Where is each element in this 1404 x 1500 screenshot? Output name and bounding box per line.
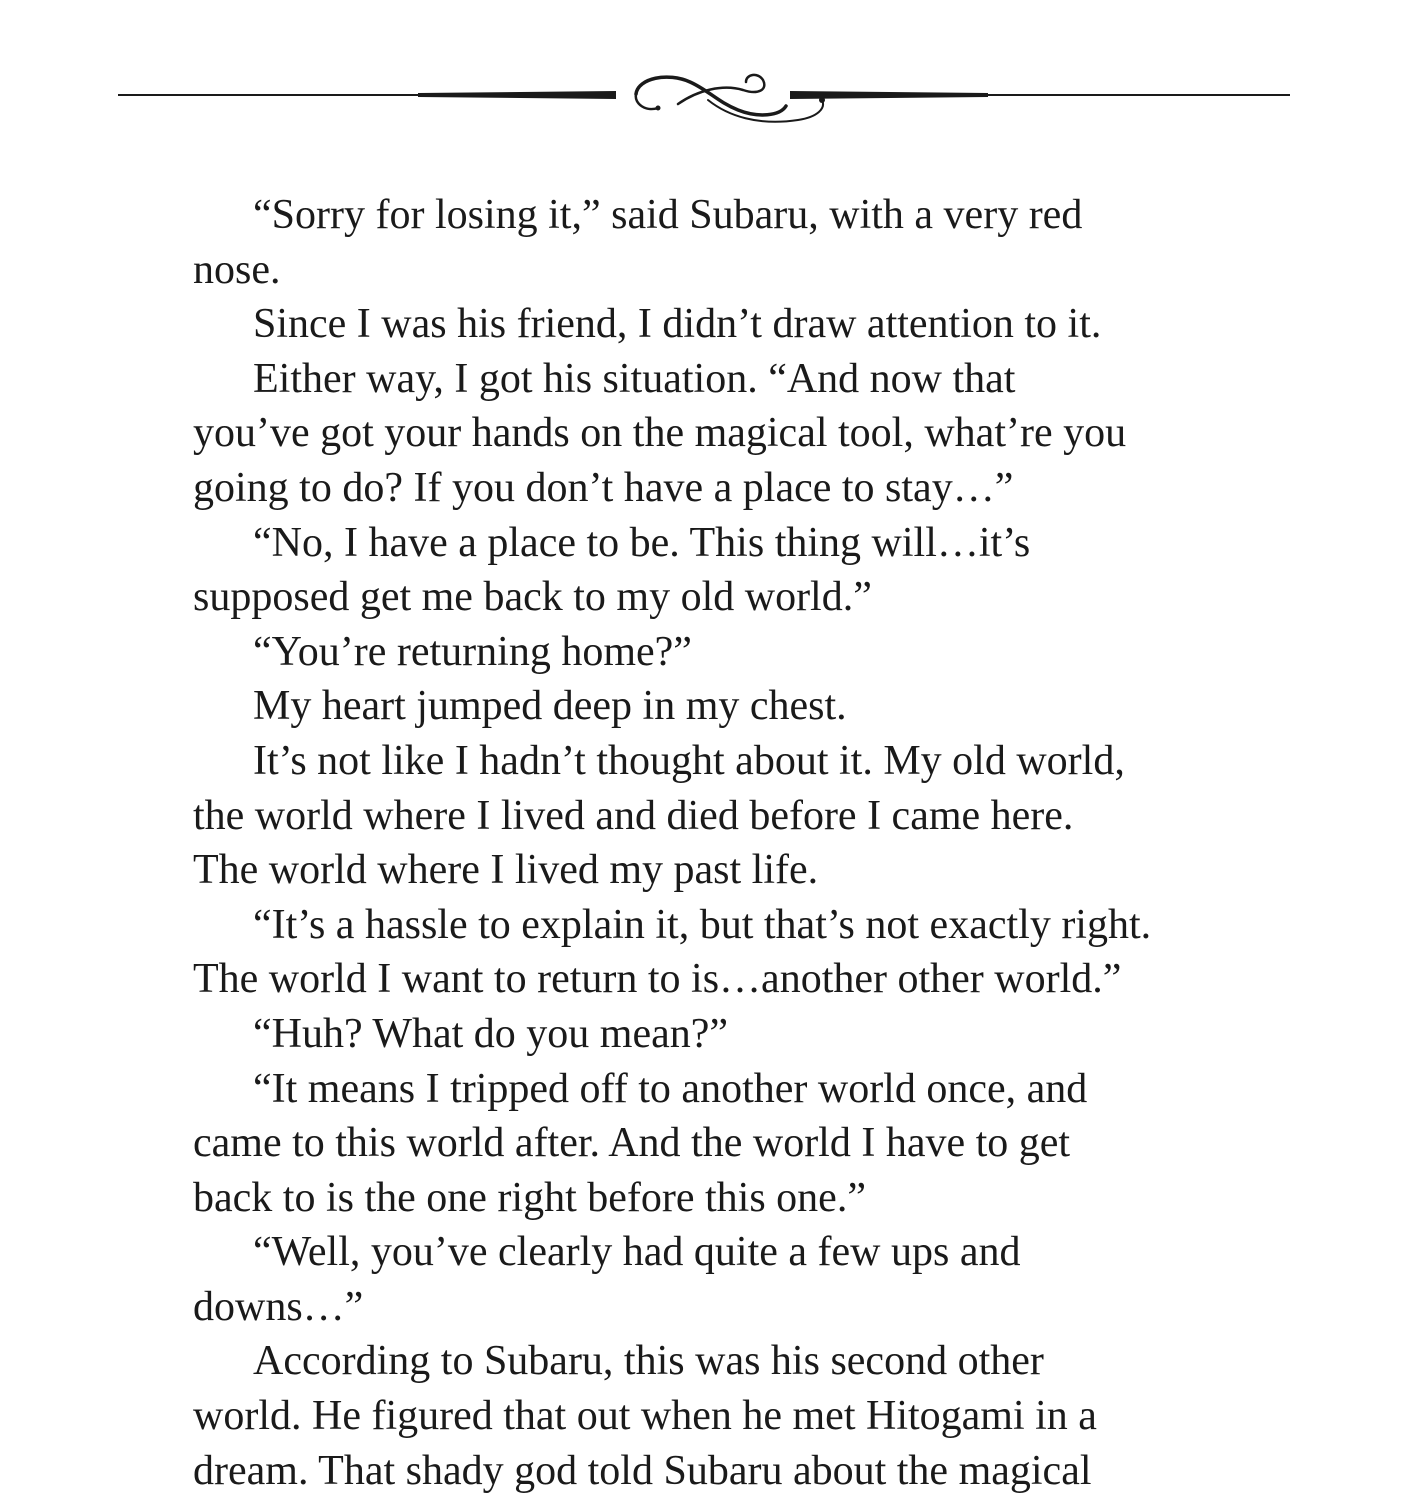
text-line: “It means I tripped off to another world once, and [253,1065,1088,1112]
text-line: “It’s a hassle to explain it, but that’s not exactly right. [253,901,1152,948]
text-line: “You’re returning home?” [253,628,692,675]
text-line: According to Subaru, this was his second other [253,1338,1044,1385]
text-line: My heart jumped deep in my chest. [253,683,847,730]
text-line: the world where I lived and died before I came here. [193,792,1074,839]
text-line: “Sorry for losing it,” said Subaru, with a very red [253,192,1083,238]
text-line: going to do? If you don’t have a place to stay…” [193,464,1014,511]
text-line: Either way, I got his situation. “And now that [253,355,1016,402]
text-line: back to is the one right before this one.” [193,1174,866,1221]
text-line: The world where I lived my past life. [193,847,819,894]
body-text [193,188,1273,1498]
text-line: The world I want to return to is…another other world.” [193,956,1122,1003]
text-line: “Huh? What do you mean?” [253,1010,729,1057]
text-line: “No, I have a place to be. This thing will…it’s [253,519,1031,566]
text-line: nose. [193,246,281,293]
text-line: came to this world after. And the world I have to get [193,1120,1071,1167]
text-line: you’ve got your hands on the magical tool, what’re you [193,410,1127,457]
text-line: supposed get me back to my old world.” [193,574,872,621]
text-line: world. He figured that out when he met Hitogami in a [193,1393,1097,1440]
text-line: downs…” [193,1283,364,1330]
text-line: Since I was his friend, I didn’t draw attention to it. [253,301,1102,348]
text-line: “Well, you’ve clearly had quite a few ups and [253,1229,1021,1276]
text-line: dream. That shady god told Subaru about the magical [193,1447,1092,1494]
flourish-divider-icon [118,60,1290,140]
text-line: It’s not like I hadn’t thought about it. My old world, [253,737,1125,784]
